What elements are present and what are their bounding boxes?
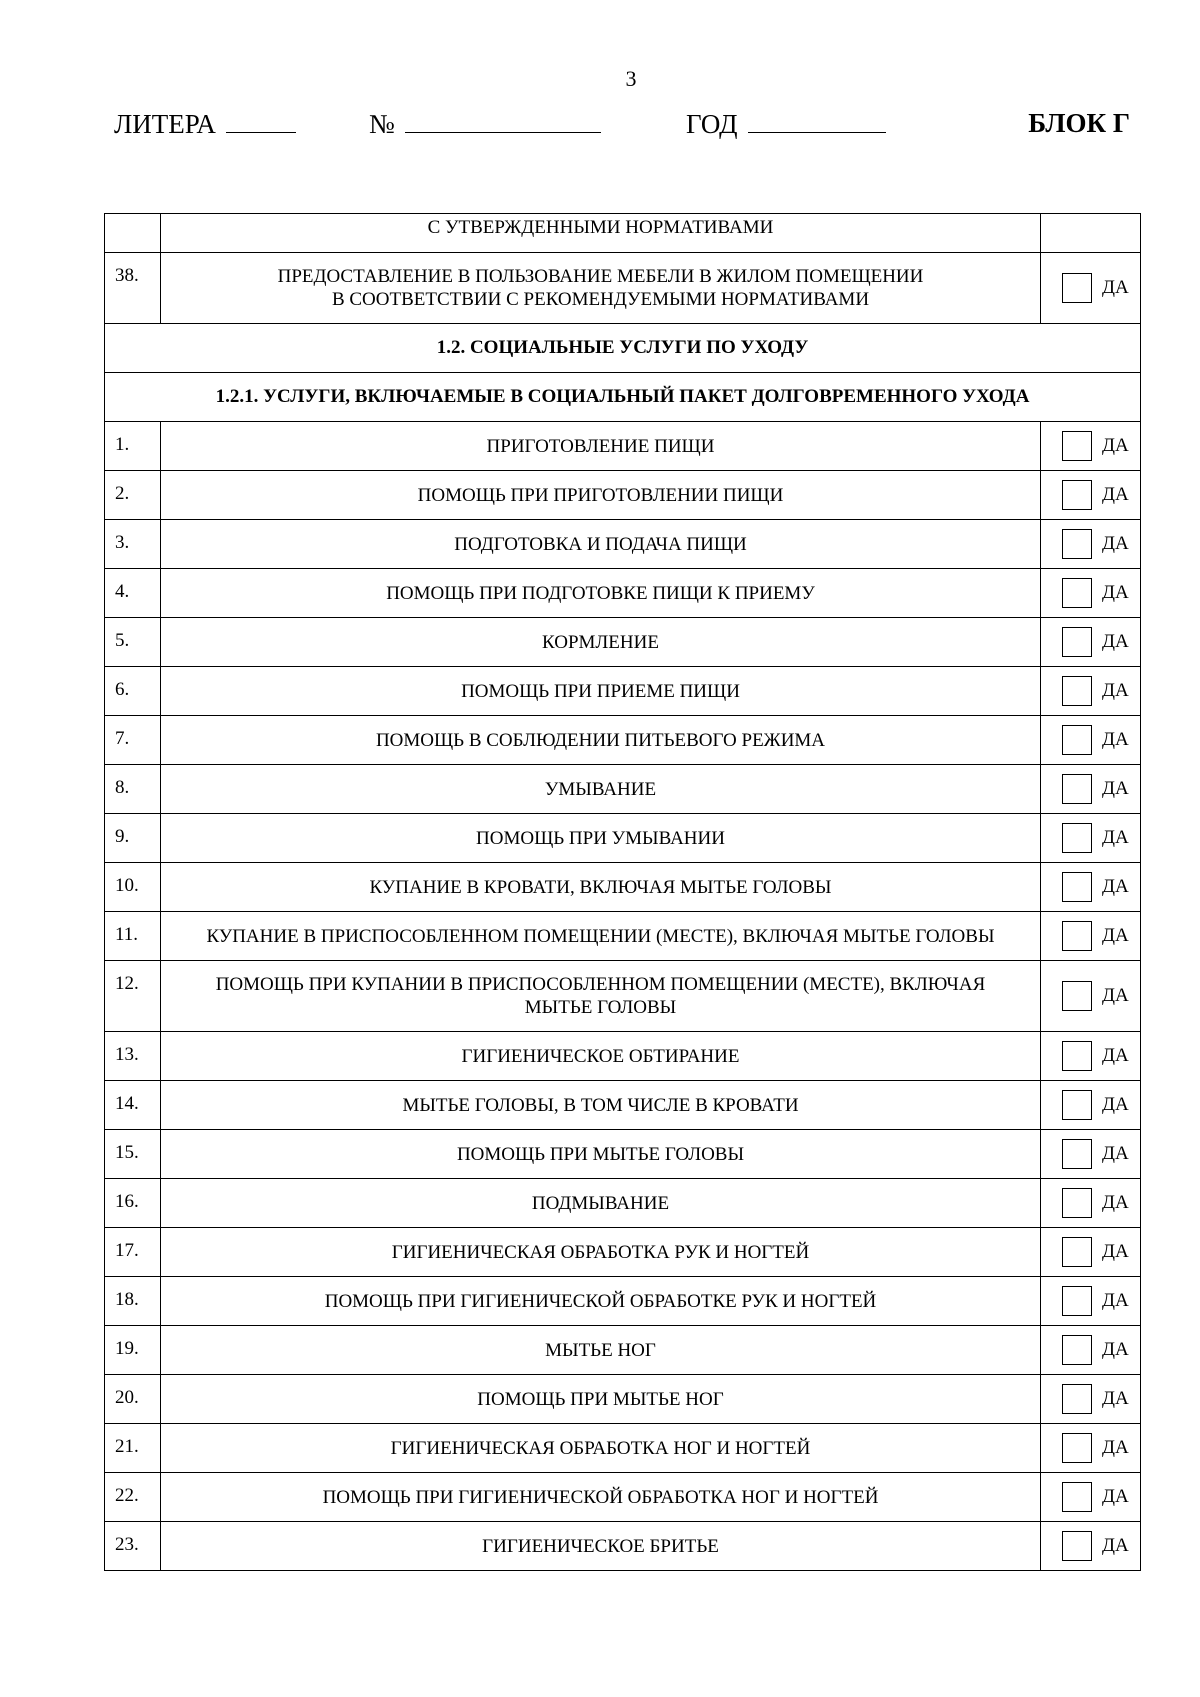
- yes-label: ДА: [1102, 1192, 1129, 1213]
- service-name: ПРИГОТОВЛЕНИЕ ПИЩИ: [161, 422, 1041, 471]
- service-name-line2: В СООТВЕТСТВИИ С РЕКОМЕНДУЕМЫМИ НОРМАТИВАМИ: [331, 289, 870, 310]
- service-name: ПОМОЩЬ ПРИ ПОДГОТОВКЕ ПИЩИ К ПРИЕМУ: [161, 569, 1041, 618]
- answer-cell: [1041, 1375, 1141, 1424]
- table-row: [105, 1032, 1141, 1081]
- row-number: 9.: [105, 814, 161, 863]
- row-number: 6.: [105, 667, 161, 716]
- table-row: [105, 1326, 1141, 1375]
- answer-cell: [1041, 569, 1141, 618]
- number-label: №: [369, 109, 395, 139]
- yes-label: ДА: [1102, 827, 1129, 848]
- yes-checkbox[interactable]: [1062, 578, 1092, 608]
- service-name: ГИГИЕНИЧЕСКАЯ ОБРАБОТКА НОГ И НОГТЕЙ: [161, 1424, 1041, 1473]
- row-number: 18.: [105, 1277, 161, 1326]
- row-number: 20.: [105, 1375, 161, 1424]
- service-name: ГИГИЕНИЧЕСКОЕ ОБТИРАНИЕ: [161, 1032, 1041, 1081]
- row-number: 17.: [105, 1228, 161, 1277]
- service-name: [161, 253, 1041, 324]
- service-name: ГИГИЕНИЧЕСКАЯ ОБРАБОТКА РУК И НОГТЕЙ: [161, 1228, 1041, 1277]
- yes-checkbox[interactable]: [1062, 725, 1092, 755]
- service-name-line1: ПРЕДОСТАВЛЕНИЕ В ПОЛЬЗОВАНИЕ МЕБЕЛИ В ЖИЛОМ ПОМЕЩЕНИИ: [277, 266, 924, 287]
- answer-cell: [1041, 814, 1141, 863]
- answer-cell: [1041, 1032, 1141, 1081]
- yes-label: ДА: [1102, 925, 1129, 946]
- yes-label: ДА: [1102, 582, 1129, 603]
- answer-cell: [1041, 1424, 1141, 1473]
- yes-label: ДА: [1102, 1143, 1129, 1164]
- yes-checkbox[interactable]: [1062, 823, 1092, 853]
- answer-cell: [1041, 253, 1141, 324]
- yes-label: ДА: [1102, 1437, 1129, 1458]
- yes-checkbox[interactable]: [1062, 981, 1092, 1011]
- answer-cell: [1041, 765, 1141, 814]
- yes-label: ДА: [1102, 1339, 1129, 1360]
- yes-checkbox[interactable]: [1062, 1335, 1092, 1365]
- litera-input-line[interactable]: [226, 108, 296, 133]
- service-name-line1: ПОМОЩЬ ПРИ КУПАНИИ В ПРИСПОСОБЛЕННОМ ПОМЕЩЕНИИ (МЕСТЕ), ВКЛЮЧАЯ: [215, 974, 986, 995]
- answer-cell: [1041, 422, 1141, 471]
- row-number: 3.: [105, 520, 161, 569]
- yes-checkbox[interactable]: [1062, 921, 1092, 951]
- service-name: ПОМОЩЬ ПРИ МЫТЬЕ ГОЛОВЫ: [161, 1130, 1041, 1179]
- yes-checkbox[interactable]: [1062, 1041, 1092, 1071]
- yes-checkbox[interactable]: [1062, 1139, 1092, 1169]
- table-row: [105, 1473, 1141, 1522]
- yes-label: ДА: [1102, 631, 1129, 652]
- answer-cell: [1041, 520, 1141, 569]
- answer-cell: [1041, 1522, 1141, 1571]
- answer-cell: [1041, 471, 1141, 520]
- table-row: [105, 667, 1141, 716]
- row-number: 23.: [105, 1522, 161, 1571]
- service-name: ГИГИЕНИЧЕСКОЕ БРИТЬЕ: [161, 1522, 1041, 1571]
- service-name: ПОМОЩЬ ПРИ ПРИГОТОВЛЕНИИ ПИЩИ: [161, 471, 1041, 520]
- yes-checkbox[interactable]: [1062, 1188, 1092, 1218]
- subsection-row: [105, 373, 1141, 422]
- row-number: [105, 214, 161, 253]
- table-row: [105, 1424, 1141, 1473]
- answer-cell: [1041, 912, 1141, 961]
- answer-cell: [1041, 863, 1141, 912]
- yes-label: ДА: [1102, 1486, 1129, 1507]
- table-row: [105, 471, 1141, 520]
- table-row: [105, 569, 1141, 618]
- section-title-1-2-1: 1.2.1. УСЛУГИ, ВКЛЮЧАЕМЫЕ В СОЦИАЛЬНЫЙ ПАКЕТ ДОЛГОВРЕМЕННОГО УХОДА: [105, 373, 1141, 422]
- service-name: КУПАНИЕ В ПРИСПОСОБЛЕННОМ ПОМЕЩЕНИИ (МЕСТЕ), ВКЛЮЧАЯ МЫТЬЕ ГОЛОВЫ: [161, 912, 1041, 961]
- answer-cell: [1041, 618, 1141, 667]
- yes-label: ДА: [1102, 680, 1129, 701]
- row-number: 13.: [105, 1032, 161, 1081]
- row-number: 8.: [105, 765, 161, 814]
- yes-checkbox[interactable]: [1062, 529, 1092, 559]
- yes-checkbox[interactable]: [1062, 676, 1092, 706]
- table-row: [105, 1081, 1141, 1130]
- service-name: УМЫВАНИЕ: [161, 765, 1041, 814]
- yes-label: ДА: [1102, 484, 1129, 505]
- yes-checkbox[interactable]: [1062, 273, 1092, 303]
- table-row: [105, 1375, 1141, 1424]
- row-number: 38.: [105, 253, 161, 324]
- year-field: [686, 108, 886, 140]
- yes-label: ДА: [1102, 778, 1129, 799]
- row-number: 10.: [105, 863, 161, 912]
- row-number: 11.: [105, 912, 161, 961]
- table-row: [105, 1179, 1141, 1228]
- continuation-text: С УТВЕРЖДЕННЫМИ НОРМАТИВАМИ: [161, 214, 1041, 253]
- year-label: ГОД: [686, 109, 738, 139]
- yes-label: ДА: [1102, 876, 1129, 897]
- table-row: [105, 1130, 1141, 1179]
- service-name: КОРМЛЕНИЕ: [161, 618, 1041, 667]
- yes-checkbox[interactable]: [1062, 872, 1092, 902]
- section-row: [105, 324, 1141, 373]
- row-number: 15.: [105, 1130, 161, 1179]
- page-number: 3: [625, 66, 637, 91]
- table-row: [105, 716, 1141, 765]
- row-number: 21.: [105, 1424, 161, 1473]
- block-label: БЛОК Г: [1028, 108, 1130, 138]
- yes-label: ДА: [1102, 729, 1129, 750]
- service-name: ПОМОЩЬ ПРИ УМЫВАНИИ: [161, 814, 1041, 863]
- row-number: 5.: [105, 618, 161, 667]
- table-row: [105, 1522, 1141, 1571]
- empty-check-cell: [1041, 214, 1141, 253]
- yes-checkbox[interactable]: [1062, 774, 1092, 804]
- answer-cell: [1041, 1130, 1141, 1179]
- row-number: 1.: [105, 422, 161, 471]
- continuation-row: [105, 214, 1141, 253]
- answer-cell: [1041, 1081, 1141, 1130]
- year-input-line[interactable]: [748, 108, 886, 133]
- table-row: [105, 961, 1141, 1032]
- number-field: [369, 108, 601, 140]
- yes-checkbox[interactable]: [1062, 1433, 1092, 1463]
- yes-label: ДА: [1102, 1241, 1129, 1262]
- yes-label: ДА: [1102, 1535, 1129, 1556]
- table-row: [105, 422, 1141, 471]
- row-number: 19.: [105, 1326, 161, 1375]
- service-name: [161, 961, 1041, 1032]
- service-name: ПОМОЩЬ ПРИ ГИГИЕНИЧЕСКОЙ ОБРАБОТКЕ РУК И НОГТЕЙ: [161, 1277, 1041, 1326]
- row-number: 12.: [105, 961, 161, 1032]
- litera-field: [114, 108, 296, 140]
- answer-cell: [1041, 1326, 1141, 1375]
- table-row: [105, 520, 1141, 569]
- yes-checkbox[interactable]: [1062, 1286, 1092, 1316]
- service-name: ПОДМЫВАНИЕ: [161, 1179, 1041, 1228]
- answer-cell: [1041, 667, 1141, 716]
- yes-checkbox[interactable]: [1062, 1384, 1092, 1414]
- yes-label: ДА: [1102, 985, 1129, 1006]
- table-row: [105, 253, 1141, 324]
- table-row: [105, 618, 1141, 667]
- answer-cell: [1041, 716, 1141, 765]
- form-header: [114, 108, 1130, 148]
- yes-label: ДА: [1102, 533, 1129, 554]
- service-name: ПОМОЩЬ В СОБЛЮДЕНИИ ПИТЬЕВОГО РЕЖИМА: [161, 716, 1041, 765]
- litera-label: ЛИТЕРА: [114, 109, 216, 139]
- table-row: [105, 814, 1141, 863]
- row-number: 7.: [105, 716, 161, 765]
- row-number: 14.: [105, 1081, 161, 1130]
- service-name: МЫТЬЕ ГОЛОВЫ, В ТОМ ЧИСЛЕ В КРОВАТИ: [161, 1081, 1041, 1130]
- row-number: 2.: [105, 471, 161, 520]
- number-input-line[interactable]: [405, 108, 601, 133]
- yes-label: ДА: [1102, 435, 1129, 456]
- table-row: [105, 1277, 1141, 1326]
- yes-checkbox[interactable]: [1062, 1482, 1092, 1512]
- services-table: [104, 213, 1141, 1571]
- answer-cell: [1041, 1277, 1141, 1326]
- table-row: [105, 765, 1141, 814]
- service-name-line2: МЫТЬЕ ГОЛОВЫ: [524, 997, 677, 1018]
- row-number: 22.: [105, 1473, 161, 1522]
- answer-cell: [1041, 1473, 1141, 1522]
- answer-cell: [1041, 961, 1141, 1032]
- yes-label: ДА: [1102, 1290, 1129, 1311]
- yes-checkbox[interactable]: [1062, 431, 1092, 461]
- yes-checkbox[interactable]: [1062, 1531, 1092, 1561]
- yes-label: ДА: [1102, 277, 1129, 298]
- service-name: ПОМОЩЬ ПРИ МЫТЬЕ НОГ: [161, 1375, 1041, 1424]
- yes-checkbox[interactable]: [1062, 1237, 1092, 1267]
- table-row: [105, 1228, 1141, 1277]
- yes-label: ДА: [1102, 1045, 1129, 1066]
- yes-label: ДА: [1102, 1094, 1129, 1115]
- service-name: МЫТЬЕ НОГ: [161, 1326, 1041, 1375]
- service-name: ПОМОЩЬ ПРИ ГИГИЕНИЧЕСКОЙ ОБРАБОТКА НОГ И НОГТЕЙ: [161, 1473, 1041, 1522]
- service-name: КУПАНИЕ В КРОВАТИ, ВКЛЮЧАЯ МЫТЬЕ ГОЛОВЫ: [161, 863, 1041, 912]
- yes-checkbox[interactable]: [1062, 627, 1092, 657]
- answer-cell: [1041, 1179, 1141, 1228]
- section-title-1-2: 1.2. СОЦИАЛЬНЫЕ УСЛУГИ ПО УХОДУ: [105, 324, 1141, 373]
- yes-checkbox[interactable]: [1062, 480, 1092, 510]
- table-row: [105, 912, 1141, 961]
- row-number: 4.: [105, 569, 161, 618]
- yes-label: ДА: [1102, 1388, 1129, 1409]
- yes-checkbox[interactable]: [1062, 1090, 1092, 1120]
- service-name: ПОМОЩЬ ПРИ ПРИЕМЕ ПИЩИ: [161, 667, 1041, 716]
- row-number: 16.: [105, 1179, 161, 1228]
- service-name: ПОДГОТОВКА И ПОДАЧА ПИЩИ: [161, 520, 1041, 569]
- answer-cell: [1041, 1228, 1141, 1277]
- table-row: [105, 863, 1141, 912]
